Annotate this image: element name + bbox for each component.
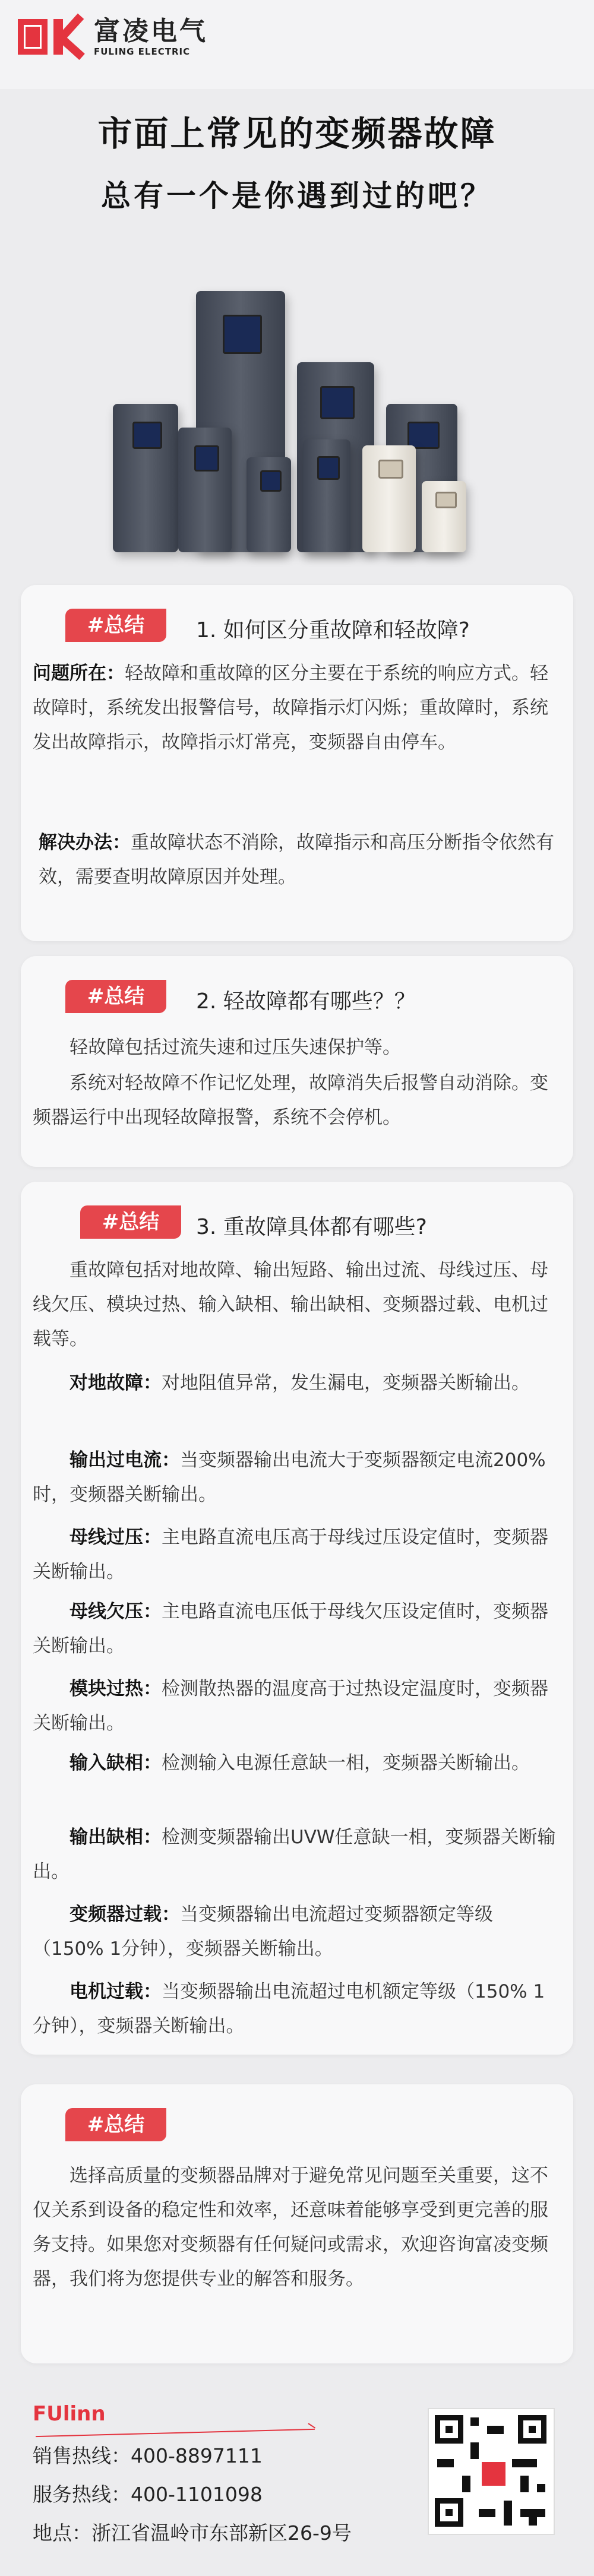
fault-item-text: 检测输入电源任意缺一相，变频器关断输出。 — [162, 1752, 530, 1774]
section-title: 1. 如何区分重故障和轻故障? — [196, 618, 470, 643]
fault-item-text: 对地阻值异常，发生漏电，变频器关断输出。 — [162, 1372, 530, 1394]
fault-item-text: 当变频器输出电流超过电机额定等级（150% 1分钟），变频器关断输出。 — [33, 1981, 545, 2037]
section-title: 3. 重故障具体都有哪些? — [196, 1215, 427, 1239]
faq-card-1 — [21, 585, 573, 941]
light-fault-types: 轻故障包括过流失速和过压失速保护等。 — [69, 1037, 401, 1058]
fault-item-label: 对地故障： — [69, 1372, 162, 1394]
page-title: 市面上常见的变频器故障 — [97, 113, 497, 154]
heavy-fault-intro: 重故障包括对地故障、输出短路、输出过流、母线过压、母线欠压、模块过热、输入缺相、输出缺相、变频器过载、电机过载等。 — [33, 1259, 548, 1350]
solution-text: 重故障状态不消除，故障指示和高压分断指令依然有效，需要查明故障原因并处理。 — [39, 832, 554, 888]
fault-item-label: 母线过压： — [69, 1527, 162, 1548]
brand-logo — [18, 17, 208, 57]
fault-item-label: 输出缺相： — [69, 1827, 162, 1848]
summary-tag: #总结 — [65, 980, 166, 1013]
fault-item-label: 模块过热： — [69, 1678, 162, 1700]
product-lineup-image — [107, 261, 487, 552]
solution-label: 解决办法： — [39, 832, 131, 853]
fault-item-text: 当变频器输出电流大于变频器额定电流200%时，变频器关断输出。 — [33, 1450, 546, 1505]
fault-item-text: 当变频器输出电流超过变频器额定等级（150% 1分钟），变频器关断输出。 — [33, 1904, 493, 1960]
faq-card-3 — [21, 1182, 573, 2055]
fault-item-label: 输入缺相： — [69, 1752, 162, 1774]
summary-tag: #总结 — [65, 609, 166, 642]
sales-hotline: 销售热线：400-8897111 — [33, 2444, 263, 2467]
fault-item-text: 检测变频器输出UVW任意缺一相，变频器关断输出。 — [33, 1827, 556, 1882]
problem-label: 问题所在： — [33, 663, 125, 684]
section-title: 2. 轻故障都有哪些？？ — [196, 989, 416, 1014]
fault-item-label: 电机过载： — [69, 1981, 162, 2002]
faq-card-2 — [21, 956, 573, 1167]
qr-code-icon[interactable] — [428, 2408, 555, 2535]
problem-text: 轻故障和重故障的区分主要在于系统的响应方式。轻故障时，系统发出报警信号，故障指示灯闪烁；重故障时，系统发出故障指示，故障指示灯常亮，变频器自由停车。 — [33, 663, 548, 753]
service-hotline: 服务热线：400-1101098 — [33, 2483, 263, 2506]
arrow-line-icon — [36, 2429, 315, 2437]
summary-tag: #总结 — [80, 1205, 181, 1239]
fault-item-label: 母线欠压： — [69, 1601, 162, 1622]
fault-item-text: 主电路直流电压高于母线过压设定值时，变频器关断输出。 — [33, 1527, 548, 1583]
brand-k-icon — [53, 19, 88, 55]
light-fault-handling: 系统对轻故障不作记忆处理，故障消失后报警自动消除。变频器运行中出现轻故障报警，系统不会停机。 — [33, 1072, 548, 1128]
brand-name-en: FULING ELECTRIC — [94, 46, 191, 57]
footer-brand: FUlinn — [33, 2402, 106, 2426]
summary-card — [21, 2084, 573, 2363]
fault-item-label: 输出过电流： — [69, 1450, 180, 1471]
fault-item-text: 检测散热器的温度高于过热设定温度时，变频器关断输出。 — [33, 1678, 548, 1734]
page-subtitle: 总有一个是你遇到过的吧？ — [101, 179, 493, 213]
summary-text: 选择高质量的变频器品牌对于避免常见问题至关重要，这不仅关系到设备的稳定性和效率，还意味着能够享受到更完善的服务支持。如果您对变频器有任何疑问或需求，欢迎咨询富凌变频器，我们将为您提供专业的解答和服务。 — [33, 2165, 548, 2290]
fault-item-label: 变频器过载： — [69, 1904, 180, 1925]
summary-tag: #总结 — [65, 2108, 166, 2141]
fault-item-text: 主电路直流电压低于母线欠压设定值时，变频器关断输出。 — [33, 1601, 548, 1657]
brand-seal-icon — [18, 19, 48, 55]
brand-name-cn: 富凌电气 — [94, 16, 208, 46]
address: 地点：浙江省温岭市东部新区26-9号 — [33, 2521, 352, 2545]
